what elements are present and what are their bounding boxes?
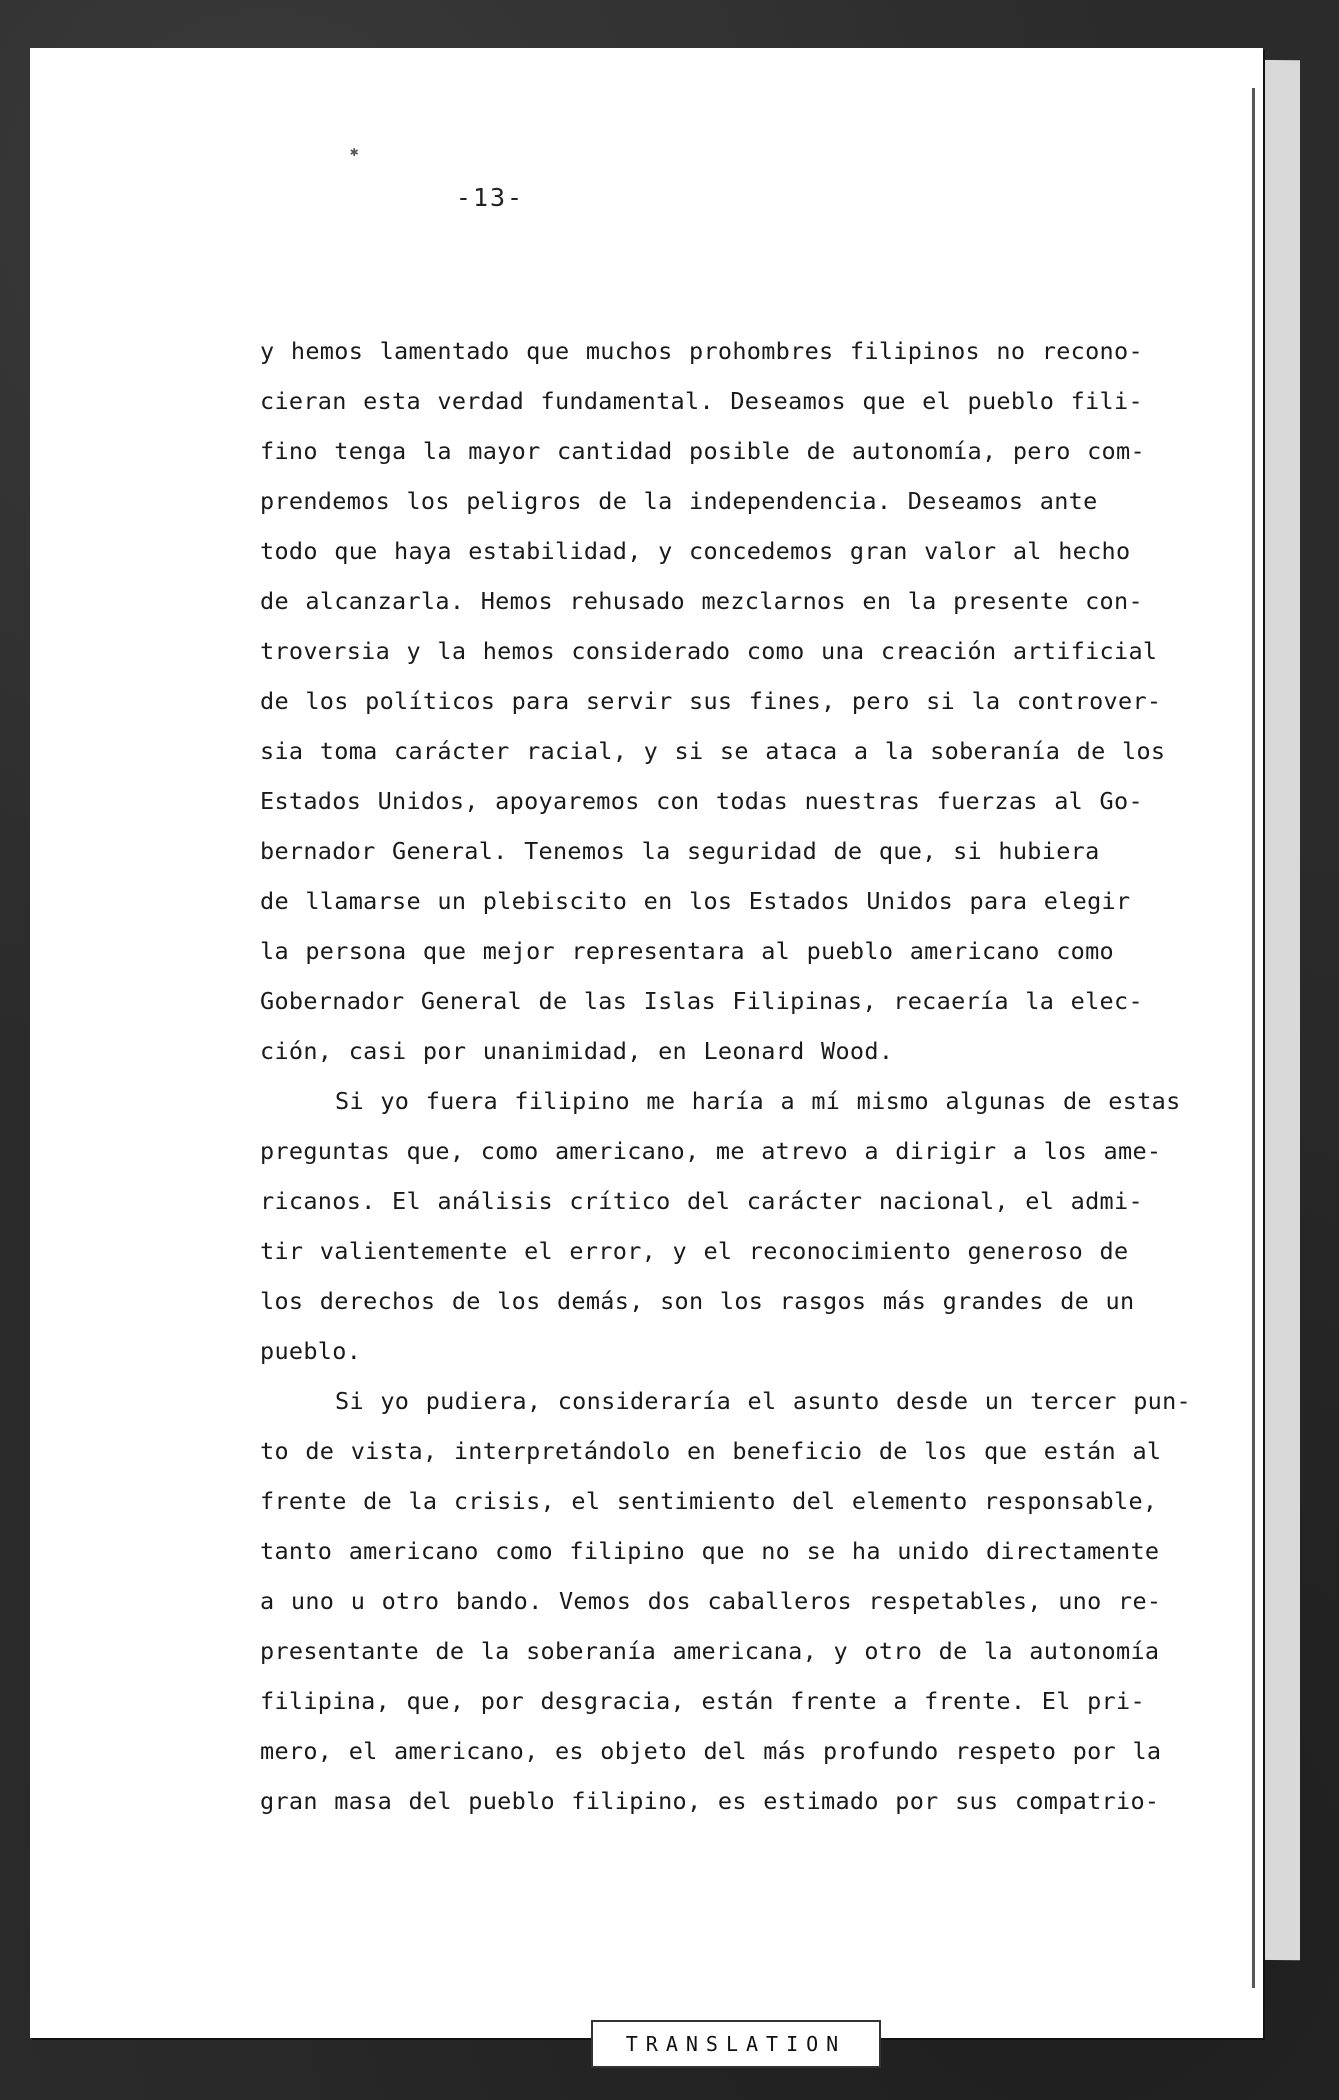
text-line: cieran esta verdad fundamental. Deseamos que el pueblo fili- [260, 387, 1143, 415]
text-line: prendemos los peligros de la independencia. Deseamos ante [260, 487, 1098, 515]
text-line: presentante de la soberanía americana, y otro de la autonomía [260, 1637, 1160, 1665]
text-line: todo que haya estabilidad, y concedemos gran valor al hecho [260, 537, 1131, 565]
text-line: troversia y la hemos considerado como una creación artificial [260, 637, 1158, 665]
text-line: gran masa del pueblo filipino, es estimado por sus compatrio- [260, 1787, 1160, 1815]
text-line: ricanos. El análisis crítico del carácter nacional, el admi- [260, 1187, 1143, 1215]
text-line: sia toma carácter racial, y si se ataca a la soberanía de los [260, 737, 1166, 765]
page-number: -13- [455, 183, 525, 212]
text-line: de alcanzarla. Hemos rehusado mezclarnos en la presente con- [260, 587, 1143, 615]
text-line: tanto americano como filipino que no se ha unido directamente [260, 1537, 1160, 1565]
text-line: de llamarse un plebiscito en los Estados Unidos para elegir [260, 887, 1131, 915]
paragraph-3 [260, 1376, 1205, 1826]
body-text [260, 326, 1205, 1826]
text-line: la persona que mejor representara al pueblo americano como [260, 937, 1114, 965]
text-line: frente de la crisis, el sentimiento del elemento responsable, [260, 1487, 1158, 1515]
text-line: to de vista, interpretándolo en beneficio de los que están al [260, 1437, 1162, 1465]
ink-speck: ✱ [350, 144, 359, 160]
text-line: de los políticos para servir sus fines, pero si la controver- [260, 687, 1162, 715]
text-line: mero, el americano, es objeto del más profundo respeto por la [260, 1737, 1162, 1765]
text-line: los derechos de los demás, son los rasgos más grandes de un [260, 1287, 1135, 1315]
text-line: filipina, que, por desgracia, están frente a frente. El pri- [260, 1687, 1145, 1715]
text-line: fino tenga la mayor cantidad posible de autonomía, pero com- [260, 437, 1145, 465]
document-page [30, 48, 1263, 2038]
paragraph-2 [260, 1076, 1205, 1376]
text-line: Estados Unidos, apoyaremos con todas nuestras fuerzas al Go- [260, 787, 1143, 815]
text-line: a uno u otro bando. Vemos dos caballeros respetables, uno re- [260, 1587, 1162, 1615]
text-line: bernador General. Tenemos la seguridad de que, si hubiera [260, 837, 1100, 865]
text-line: Si yo pudiera, consideraría el asunto desde un tercer pun- [335, 1387, 1191, 1415]
text-line: preguntas que, como americano, me atrevo a dirigir a los ame- [260, 1137, 1162, 1165]
text-line: ción, casi por unanimidad, en Leonard Wood. [260, 1037, 894, 1065]
text-line: y hemos lamentado que muchos prohombres filipinos no recono- [260, 337, 1143, 365]
page-edge-marks [1246, 88, 1255, 1988]
text-line: Si yo fuera filipino me haría a mí mismo algunas de estas [335, 1087, 1181, 1115]
paragraph-1 [260, 326, 1205, 1076]
text-line: Gobernador General de las Islas Filipinas, recaería la elec- [260, 987, 1143, 1015]
text-line: tir valientemente el error, y el reconocimiento generoso de [260, 1237, 1129, 1265]
text-line: pueblo. [260, 1337, 362, 1365]
translation-label: TRANSLATION [591, 2020, 881, 2068]
